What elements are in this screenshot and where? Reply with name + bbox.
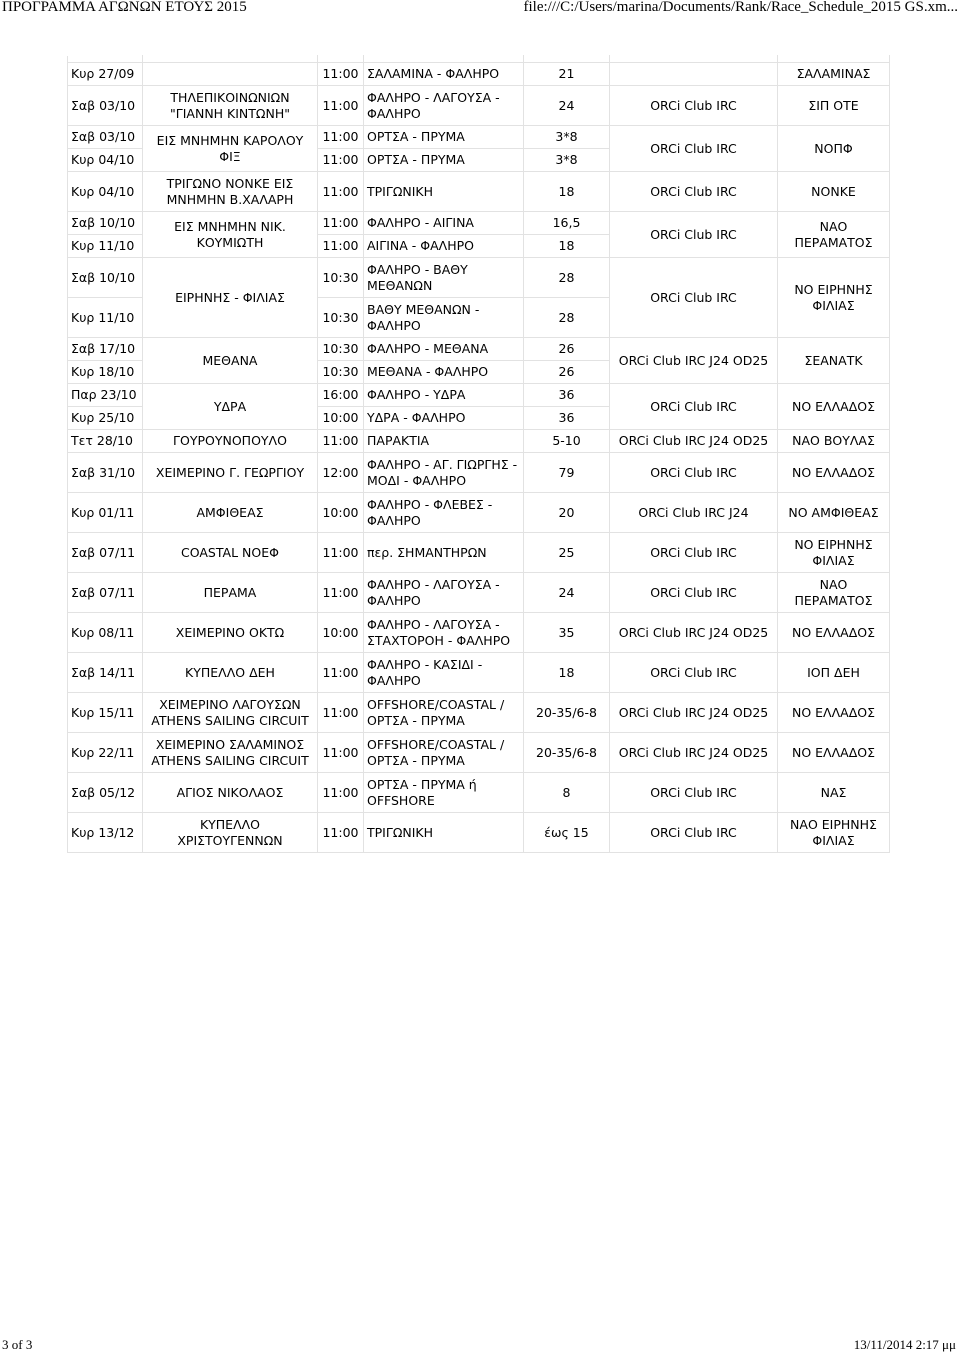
- route-cell: ΦΑΛΗΡΟ - ΛΑΓΟΥΣΑ - ΦΑΛΗΡΟ: [364, 86, 524, 126]
- date-cell: Σαβ 03/10: [68, 86, 143, 126]
- organizer-cell: ΝΟ ΕΛΛΑΔΟΣ: [778, 453, 890, 493]
- organizer-cell: ΝΟΝΚΕ: [778, 172, 890, 212]
- date-cell: Κυρ 11/10: [68, 298, 143, 338]
- organizer-cell: ΣΑΛΑΜΙΝΑΣ: [778, 63, 890, 86]
- route-cell: ΟΡΤΣΑ - ΠΡΥΜΑ ή OFFSHORE: [364, 773, 524, 813]
- table-row: [68, 172, 890, 212]
- distance-cell: 36: [524, 407, 610, 430]
- spacer-row: [68, 56, 890, 63]
- time-cell: 11:00: [318, 773, 364, 813]
- classes-cell: ORCi Club IRC J24 OD25: [610, 430, 778, 453]
- distance-cell: 18: [524, 653, 610, 693]
- classes-cell: ORCi Club IRC: [610, 126, 778, 172]
- distance-cell: 18: [524, 235, 610, 258]
- event-cell: ΧΕΙΜΕΡΙΝΟ ΣΑΛΑΜΙΝΟΣ ATHENS SAILING CIRCUIT: [143, 733, 318, 773]
- document-title: ΠΡΟΓΡΑΜΜΑ ΑΓΩΝΩΝ ΕΤΟΥΣ 2015: [2, 0, 247, 15]
- time-cell: 11:00: [318, 693, 364, 733]
- table-row: [68, 126, 890, 149]
- classes-cell: ORCi Club IRC: [610, 653, 778, 693]
- classes-cell: ORCi Club IRC: [610, 384, 778, 430]
- time-cell: 10:00: [318, 493, 364, 533]
- distance-cell: 36: [524, 384, 610, 407]
- distance-cell: 3*8: [524, 126, 610, 149]
- classes-cell: ORCi Club IRC: [610, 258, 778, 338]
- time-cell: 16:00: [318, 384, 364, 407]
- browser-print-footer: [0, 1337, 960, 1353]
- route-cell: ΦΑΛΗΡΟ - ΑΓ. ΓΙΩΡΓΗΣ - ΜΟΔΙ - ΦΑΛΗΡΟ: [364, 453, 524, 493]
- organizer-cell: ΝΑΟ ΠΕΡΑΜΑΤΟΣ: [778, 212, 890, 258]
- classes-cell: ORCi Club IRC J24: [610, 493, 778, 533]
- distance-cell: 18: [524, 172, 610, 212]
- distance-cell: έως 15: [524, 813, 610, 853]
- time-cell: 11:00: [318, 813, 364, 853]
- route-cell: περ. ΣΗΜΑΝΤΗΡΩΝ: [364, 533, 524, 573]
- organizer-cell: ΝΟ ΕΛΛΑΔΟΣ: [778, 384, 890, 430]
- table-row: [68, 493, 890, 533]
- classes-cell: ORCi Club IRC: [610, 813, 778, 853]
- page-number: 3 of 3: [2, 1337, 33, 1352]
- classes-cell: ORCi Club IRC J24 OD25: [610, 733, 778, 773]
- event-cell: ΚΥΠΕΛΛΟ ΧΡΙΣΤΟΥΓΕΝΝΩΝ: [143, 813, 318, 853]
- time-cell: 11:00: [318, 126, 364, 149]
- date-cell: Σαβ 10/10: [68, 212, 143, 235]
- date-cell: Σαβ 31/10: [68, 453, 143, 493]
- table-row: [68, 384, 890, 407]
- classes-cell: ORCi Club IRC J24 OD25: [610, 338, 778, 384]
- table-row: [68, 338, 890, 361]
- event-cell: ΑΜΦΙΘΕΑΣ: [143, 493, 318, 533]
- time-cell: 11:00: [318, 573, 364, 613]
- table-row: [68, 86, 890, 126]
- route-cell: ΟΡΤΣΑ - ΠΡΥΜΑ: [364, 126, 524, 149]
- route-cell: ΥΔΡΑ - ΦΑΛΗΡΟ: [364, 407, 524, 430]
- date-cell: Κυρ 08/11: [68, 613, 143, 653]
- time-cell: 11:00: [318, 430, 364, 453]
- distance-cell: 26: [524, 338, 610, 361]
- classes-cell: ORCi Club IRC J24 OD25: [610, 613, 778, 653]
- organizer-cell: ΝΑΟ ΒΟΥΛΑΣ: [778, 430, 890, 453]
- route-cell: ΦΑΛΗΡΟ - ΛΑΓΟΥΣΑ - ΦΑΛΗΡΟ: [364, 573, 524, 613]
- organizer-cell: ΙΟΠ ΔΕΗ: [778, 653, 890, 693]
- time-cell: 10:30: [318, 298, 364, 338]
- event-cell: ΕΙΣ ΜΝΗΜΗΝ ΚΑΡΟΛΟΥ ΦΙΞ: [143, 126, 318, 172]
- distance-cell: 20-35/6-8: [524, 693, 610, 733]
- event-cell: ΓΟΥΡΟΥΝΟΠΟΥΛΟ: [143, 430, 318, 453]
- distance-cell: 8: [524, 773, 610, 813]
- distance-cell: 21: [524, 63, 610, 86]
- organizer-cell: ΝΟ ΕΛΛΑΔΟΣ: [778, 693, 890, 733]
- route-cell: ΠΑΡΑΚΤΙΑ: [364, 430, 524, 453]
- time-cell: 11:00: [318, 653, 364, 693]
- date-cell: Κυρ 18/10: [68, 361, 143, 384]
- time-cell: 11:00: [318, 86, 364, 126]
- event-cell: ΕΙΡΗΝΗΣ - ΦΙΛΙΑΣ: [143, 258, 318, 338]
- organizer-cell: ΝΟΠΦ: [778, 126, 890, 172]
- time-cell: 11:00: [318, 235, 364, 258]
- table-row: [68, 430, 890, 453]
- organizer-cell: ΝΑΟ ΕΙΡΗΝΗΣ ΦΙΛΙΑΣ: [778, 813, 890, 853]
- date-cell: Κυρ 04/10: [68, 149, 143, 172]
- event-cell: ΑΓΙΟΣ ΝΙΚΟΛΑΟΣ: [143, 773, 318, 813]
- classes-cell: [610, 63, 778, 86]
- time-cell: 11:00: [318, 212, 364, 235]
- table-row: [68, 212, 890, 235]
- classes-cell: ORCi Club IRC: [610, 773, 778, 813]
- event-cell: ΜΕΘΑΝΑ: [143, 338, 318, 384]
- distance-cell: 26: [524, 361, 610, 384]
- classes-cell: ORCi Club IRC: [610, 172, 778, 212]
- distance-cell: 24: [524, 573, 610, 613]
- date-cell: Κυρ 01/11: [68, 493, 143, 533]
- date-cell: Σαβ 07/11: [68, 533, 143, 573]
- distance-cell: 28: [524, 298, 610, 338]
- route-cell: ΦΑΛΗΡΟ - ΜΕΘΑΝΑ: [364, 338, 524, 361]
- time-cell: 11:00: [318, 63, 364, 86]
- table-row: [68, 453, 890, 493]
- organizer-cell: ΝΑΟ ΠΕΡΑΜΑΤΟΣ: [778, 573, 890, 613]
- date-cell: Κυρ 04/10: [68, 172, 143, 212]
- route-cell: ΦΑΛΗΡΟ - ΦΛΕΒΕΣ - ΦΑΛΗΡΟ: [364, 493, 524, 533]
- date-cell: Παρ 23/10: [68, 384, 143, 407]
- distance-cell: 20: [524, 493, 610, 533]
- classes-cell: ORCi Club IRC: [610, 212, 778, 258]
- route-cell: OFFSHORE/COASTAL /ΟΡΤΣΑ - ΠΡΥΜΑ: [364, 733, 524, 773]
- route-cell: ΟΡΤΣΑ - ΠΡΥΜΑ: [364, 149, 524, 172]
- distance-cell: 28: [524, 258, 610, 298]
- date-cell: Σαβ 17/10: [68, 338, 143, 361]
- classes-cell: ORCi Club IRC J24 OD25: [610, 693, 778, 733]
- route-cell: ΦΑΛΗΡΟ - ΛΑΓΟΥΣΑ - ΣΤΑΧΤΟΡΟΗ - ΦΑΛΗΡΟ: [364, 613, 524, 653]
- time-cell: 11:00: [318, 733, 364, 773]
- distance-cell: 3*8: [524, 149, 610, 172]
- date-cell: Σαβ 14/11: [68, 653, 143, 693]
- distance-cell: 25: [524, 533, 610, 573]
- organizer-cell: ΝΟ ΕΛΛΑΔΟΣ: [778, 733, 890, 773]
- table-row: [68, 533, 890, 573]
- print-timestamp: 13/11/2014 2:17 μμ: [853, 1337, 956, 1352]
- time-cell: 11:00: [318, 149, 364, 172]
- date-cell: Κυρ 11/10: [68, 235, 143, 258]
- organizer-cell: ΝΟ ΑΜΦΙΘΕΑΣ: [778, 493, 890, 533]
- table-row: [68, 773, 890, 813]
- event-cell: ΤΡΙΓΩΝΟ ΝΟΝΚΕ ΕΙΣ ΜΝΗΜΗΝ Β.ΧΑΛΑΡΗ: [143, 172, 318, 212]
- date-cell: Σαβ 07/11: [68, 573, 143, 613]
- table-row: [68, 258, 890, 298]
- event-cell: ΥΔΡΑ: [143, 384, 318, 430]
- table-row: [68, 733, 890, 773]
- route-cell: ΣΑΛΑΜΙΝΑ - ΦΑΛΗΡΟ: [364, 63, 524, 86]
- route-cell: ΦΑΛΗΡΟ - ΥΔΡΑ: [364, 384, 524, 407]
- event-cell: ΠΕΡΑΜΑ: [143, 573, 318, 613]
- time-cell: 11:00: [318, 533, 364, 573]
- distance-cell: 35: [524, 613, 610, 653]
- table-row: [68, 613, 890, 653]
- event-cell: ΧΕΙΜΕΡΙΝΟ Γ. ΓΕΩΡΓΙΟΥ: [143, 453, 318, 493]
- distance-cell: 16,5: [524, 212, 610, 235]
- distance-cell: 79: [524, 453, 610, 493]
- organizer-cell: ΣΕΑΝΑΤΚ: [778, 338, 890, 384]
- date-cell: Κυρ 15/11: [68, 693, 143, 733]
- file-path: file:///C:/Users/marina/Documents/Rank/Race_Schedule_2015 GS.xm...: [523, 0, 958, 15]
- time-cell: 10:30: [318, 338, 364, 361]
- distance-cell: 24: [524, 86, 610, 126]
- event-cell: [143, 63, 318, 86]
- event-cell: ΤΗΛΕΠΙΚΟΙΝΩΝΙΩΝ "ΓΙΑΝΝΗ ΚΙΝΤΩΝΗ": [143, 86, 318, 126]
- organizer-cell: ΣΙΠ ΟΤΕ: [778, 86, 890, 126]
- event-cell: ΧΕΙΜΕΡΙΝΟ ΛΑΓΟΥΣΩΝ ATHENS SAILING CIRCUIT: [143, 693, 318, 733]
- organizer-cell: ΝΑΣ: [778, 773, 890, 813]
- table-row: [68, 573, 890, 613]
- route-cell: ΜΕΘΑΝΑ - ΦΑΛΗΡΟ: [364, 361, 524, 384]
- date-cell: Κυρ 22/11: [68, 733, 143, 773]
- classes-cell: ORCi Club IRC: [610, 533, 778, 573]
- route-cell: ΦΑΛΗΡΟ - ΚΑΣΙΔΙ - ΦΑΛΗΡΟ: [364, 653, 524, 693]
- time-cell: 10:30: [318, 258, 364, 298]
- table-row: [68, 813, 890, 853]
- event-cell: ΚΥΠΕΛΛΟ ΔΕΗ: [143, 653, 318, 693]
- date-cell: Κυρ 27/09: [68, 63, 143, 86]
- organizer-cell: ΝΟ ΕΙΡΗΝΗΣ ΦΙΛΙΑΣ: [778, 258, 890, 338]
- organizer-cell: ΝΟ ΕΛΛΑΔΟΣ: [778, 613, 890, 653]
- date-cell: Σαβ 03/10: [68, 126, 143, 149]
- time-cell: 10:00: [318, 407, 364, 430]
- organizer-cell: ΝΟ ΕΙΡΗΝΗΣ ΦΙΛΙΑΣ: [778, 533, 890, 573]
- table-row: [68, 693, 890, 733]
- date-cell: Κυρ 13/12: [68, 813, 143, 853]
- route-cell: OFFSHORE/COASTAL /ΟΡΤΣΑ - ΠΡΥΜΑ: [364, 693, 524, 733]
- event-cell: ΕΙΣ ΜΝΗΜΗΝ ΝΙΚ. ΚΟΥΜΙΩΤΗ: [143, 212, 318, 258]
- distance-cell: 20-35/6-8: [524, 733, 610, 773]
- classes-cell: ORCi Club IRC: [610, 86, 778, 126]
- event-cell: COASTAL ΝΟΕΦ: [143, 533, 318, 573]
- route-cell: ΤΡΙΓΩΝΙΚΗ: [364, 172, 524, 212]
- date-cell: Σαβ 10/10: [68, 258, 143, 298]
- time-cell: 12:00: [318, 453, 364, 493]
- time-cell: 10:00: [318, 613, 364, 653]
- table-row: [68, 653, 890, 693]
- route-cell: ΦΑΛΗΡΟ - ΒΑΘΥ ΜΕΘΑΝΩΝ: [364, 258, 524, 298]
- event-cell: ΧΕΙΜΕΡΙΝΟ ΟΚΤΩ: [143, 613, 318, 653]
- classes-cell: ORCi Club IRC: [610, 453, 778, 493]
- time-cell: 11:00: [318, 172, 364, 212]
- time-cell: 10:30: [318, 361, 364, 384]
- route-cell: ΤΡΙΓΩΝΙΚΗ: [364, 813, 524, 853]
- table-row: [68, 63, 890, 86]
- route-cell: ΒΑΘΥ ΜΕΘΑΝΩΝ - ΦΑΛΗΡΟ: [364, 298, 524, 338]
- date-cell: Σαβ 05/12: [68, 773, 143, 813]
- date-cell: Τετ 28/10: [68, 430, 143, 453]
- browser-print-header: [0, 0, 960, 16]
- classes-cell: ORCi Club IRC: [610, 573, 778, 613]
- route-cell: ΦΑΛΗΡΟ - ΑΙΓΙΝΑ: [364, 212, 524, 235]
- date-cell: Κυρ 25/10: [68, 407, 143, 430]
- distance-cell: 5-10: [524, 430, 610, 453]
- route-cell: ΑΙΓΙΝΑ - ΦΑΛΗΡΟ: [364, 235, 524, 258]
- race-schedule-table: [67, 55, 890, 853]
